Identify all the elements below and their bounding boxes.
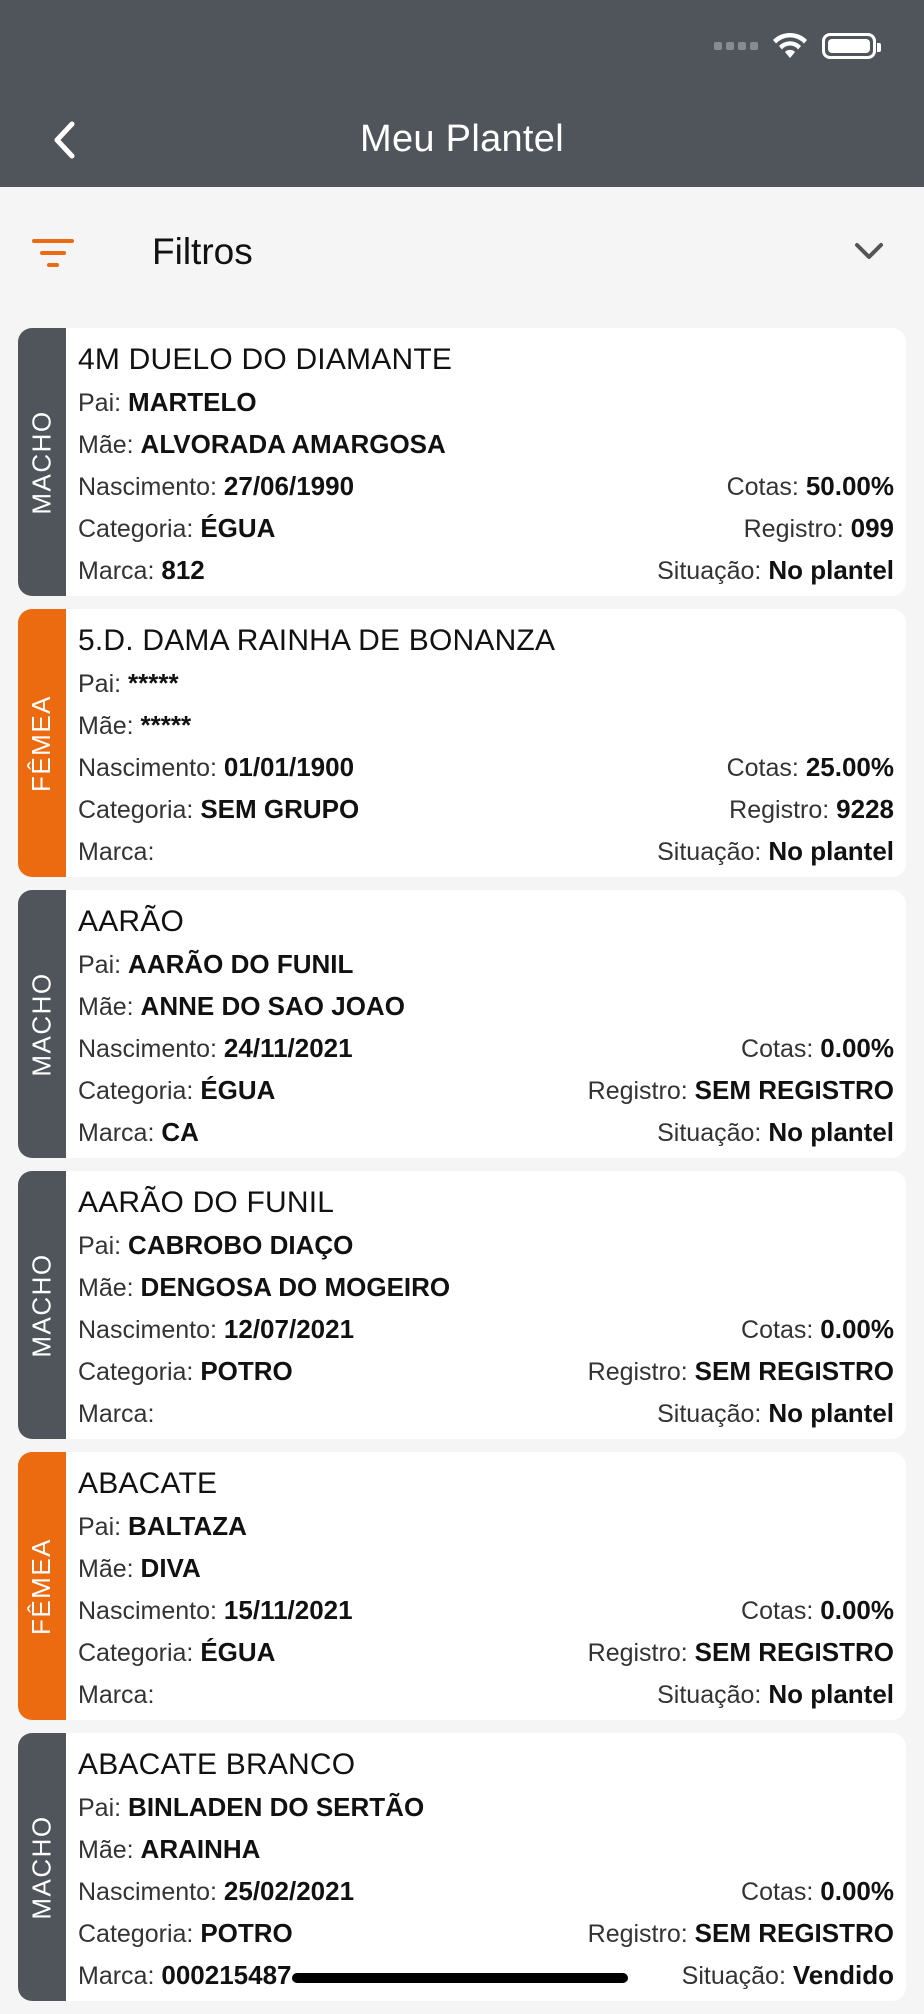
mae-row bbox=[78, 703, 894, 745]
nascimento-label: Nascimento: bbox=[78, 1316, 217, 1344]
sex-tag bbox=[18, 890, 66, 1158]
pai-row bbox=[78, 1223, 894, 1265]
pai-value: ***** bbox=[128, 668, 179, 698]
cotas-label: Cotas: bbox=[741, 1316, 814, 1344]
animal-card[interactable] bbox=[18, 890, 906, 1158]
sex-tag bbox=[18, 328, 66, 596]
categoria-row bbox=[78, 1068, 894, 1110]
cotas-value: 0.00% bbox=[820, 1595, 894, 1625]
battery-icon bbox=[822, 33, 876, 59]
marca-row bbox=[78, 1391, 894, 1433]
marca-value: 000215487 bbox=[161, 1960, 292, 1990]
pai-row bbox=[78, 380, 894, 422]
page-title: Meu Plantel bbox=[360, 118, 564, 160]
cotas-value: 0.00% bbox=[820, 1314, 894, 1344]
registro-value: SEM REGISTRO bbox=[694, 1075, 894, 1105]
nascimento-value: 27/06/1990 bbox=[223, 471, 355, 501]
pai-row bbox=[78, 942, 894, 984]
situacao-value: No plantel bbox=[768, 1117, 894, 1147]
marca-label: Marca: bbox=[78, 1962, 155, 1990]
registro-label: Registro: bbox=[587, 1920, 688, 1948]
marca-label: Marca: bbox=[78, 1400, 155, 1428]
animal-name: AARÃO DO FUNIL bbox=[78, 1186, 335, 1219]
animal-name: ABACATE BRANCO bbox=[78, 1748, 356, 1781]
nascimento-value: 24/11/2021 bbox=[223, 1033, 353, 1063]
registro-value: SEM REGISTRO bbox=[694, 1356, 894, 1386]
registro-value: 9228 bbox=[836, 794, 894, 824]
categoria-row bbox=[78, 1911, 894, 1953]
chevron-down-icon[interactable] bbox=[852, 239, 886, 263]
pai-value: AARÃO DO FUNIL bbox=[128, 949, 354, 979]
sex-label: FÊMEA bbox=[26, 1537, 57, 1635]
animal-name: 5.D. DAMA RAINHA DE BONANZA bbox=[78, 624, 556, 657]
sex-label: MACHO bbox=[26, 1252, 57, 1358]
categoria-value: ÉGUA bbox=[200, 1637, 276, 1667]
mae-label: Mãe: bbox=[78, 993, 134, 1021]
marca-row bbox=[78, 1672, 894, 1714]
nascimento-row bbox=[78, 464, 894, 506]
mae-row bbox=[78, 984, 894, 1026]
mae-row bbox=[78, 422, 894, 464]
animal-card[interactable] bbox=[18, 328, 906, 596]
registro-label: Registro: bbox=[587, 1077, 688, 1105]
nascimento-label: Nascimento: bbox=[78, 473, 217, 501]
mae-value: ANNE DO SAO JOAO bbox=[140, 991, 405, 1021]
animal-details bbox=[78, 621, 894, 871]
animal-name: ABACATE bbox=[78, 1467, 218, 1500]
animal-details bbox=[78, 1183, 894, 1433]
nascimento-label: Nascimento: bbox=[78, 1035, 217, 1063]
filters-label: Filtros bbox=[152, 231, 253, 272]
pai-label: Pai: bbox=[78, 389, 122, 417]
sex-tag bbox=[18, 1171, 66, 1439]
categoria-row bbox=[78, 1630, 894, 1672]
sex-label: MACHO bbox=[26, 971, 57, 1077]
mae-value: DENGOSA DO MOGEIRO bbox=[140, 1272, 451, 1302]
registro-label: Registro: bbox=[587, 1639, 688, 1667]
mae-label: Mãe: bbox=[78, 1836, 134, 1864]
categoria-value: ÉGUA bbox=[200, 1075, 276, 1105]
nascimento-row bbox=[78, 1307, 894, 1349]
marca-row bbox=[78, 829, 894, 871]
registro-value: 099 bbox=[850, 513, 894, 543]
pai-value: BINLADEN DO SERTÃO bbox=[128, 1792, 425, 1822]
categoria-label: Categoria: bbox=[78, 1077, 194, 1105]
cotas-label: Cotas: bbox=[741, 1597, 814, 1625]
animal-card[interactable] bbox=[18, 1733, 906, 2001]
animal-details bbox=[78, 1464, 894, 1714]
pai-label: Pai: bbox=[78, 1794, 122, 1822]
sex-label: FÊMEA bbox=[26, 694, 57, 792]
situacao-label: Situação: bbox=[657, 557, 762, 585]
filters-bar[interactable] bbox=[0, 187, 924, 321]
pai-label: Pai: bbox=[78, 951, 122, 979]
cotas-label: Cotas: bbox=[741, 1878, 814, 1906]
categoria-row bbox=[78, 506, 894, 548]
pai-value: CABROBO DIAÇO bbox=[128, 1230, 354, 1260]
nascimento-row bbox=[78, 1588, 894, 1630]
nascimento-label: Nascimento: bbox=[78, 1597, 217, 1625]
marca-row bbox=[78, 1110, 894, 1152]
categoria-row bbox=[78, 1349, 894, 1391]
nascimento-row bbox=[78, 1026, 894, 1068]
sex-tag bbox=[18, 609, 66, 877]
animal-name: AARÃO bbox=[78, 905, 185, 938]
mae-row bbox=[78, 1265, 894, 1307]
categoria-label: Categoria: bbox=[78, 1639, 194, 1667]
marca-value: 812 bbox=[161, 555, 205, 585]
pai-value: BALTAZA bbox=[128, 1511, 247, 1541]
pai-value: MARTELO bbox=[128, 387, 257, 417]
categoria-row bbox=[78, 787, 894, 829]
categoria-value: POTRO bbox=[200, 1918, 293, 1948]
animal-card[interactable] bbox=[18, 609, 906, 877]
status-bar bbox=[714, 32, 876, 60]
nascimento-value: 25/02/2021 bbox=[223, 1876, 355, 1906]
situacao-value: No plantel bbox=[768, 836, 894, 866]
mae-value: ALVORADA AMARGOSA bbox=[140, 429, 446, 459]
mae-label: Mãe: bbox=[78, 1274, 134, 1302]
situacao-label: Situação: bbox=[657, 1681, 762, 1709]
marca-label: Marca: bbox=[78, 1119, 155, 1147]
animal-name: 4M DUELO DO DIAMANTE bbox=[78, 343, 453, 376]
mae-value: ARAINHA bbox=[140, 1834, 261, 1864]
cotas-value: 25.00% bbox=[805, 752, 894, 782]
sex-label: MACHO bbox=[26, 409, 57, 515]
nascimento-value: 01/01/1900 bbox=[223, 752, 355, 782]
pai-label: Pai: bbox=[78, 1232, 122, 1260]
categoria-value: POTRO bbox=[200, 1356, 293, 1386]
sex-tag bbox=[18, 1733, 66, 2001]
nascimento-label: Nascimento: bbox=[78, 754, 217, 782]
animal-card[interactable] bbox=[18, 1452, 906, 1720]
categoria-label: Categoria: bbox=[78, 1920, 194, 1948]
cotas-value: 0.00% bbox=[820, 1876, 894, 1906]
situacao-label: Situação: bbox=[657, 1119, 762, 1147]
cotas-value: 50.00% bbox=[805, 471, 894, 501]
categoria-value: ÉGUA bbox=[200, 513, 276, 543]
mae-value: DIVA bbox=[140, 1553, 201, 1583]
situacao-value: No plantel bbox=[768, 1679, 894, 1709]
animal-list bbox=[18, 328, 906, 2014]
pai-row bbox=[78, 1504, 894, 1546]
categoria-value: SEM GRUPO bbox=[200, 794, 360, 824]
nascimento-value: 15/11/2021 bbox=[223, 1595, 353, 1625]
marca-label: Marca: bbox=[78, 1681, 155, 1709]
cotas-label: Cotas: bbox=[726, 473, 799, 501]
pai-label: Pai: bbox=[78, 670, 122, 698]
mae-row bbox=[78, 1546, 894, 1588]
cotas-label: Cotas: bbox=[741, 1035, 814, 1063]
cotas-label: Cotas: bbox=[726, 754, 799, 782]
animal-details bbox=[78, 340, 894, 590]
animal-details bbox=[78, 1745, 894, 1995]
mae-label: Mãe: bbox=[78, 1555, 134, 1583]
pai-row bbox=[78, 661, 894, 703]
nascimento-row bbox=[78, 745, 894, 787]
situacao-label: Situação: bbox=[657, 1400, 762, 1428]
registro-label: Registro: bbox=[587, 1358, 688, 1386]
mae-row bbox=[78, 1827, 894, 1869]
animal-card[interactable] bbox=[18, 1171, 906, 1439]
situacao-value: No plantel bbox=[768, 555, 894, 585]
cotas-value: 0.00% bbox=[820, 1033, 894, 1063]
registro-value: SEM REGISTRO bbox=[694, 1918, 894, 1948]
mae-label: Mãe: bbox=[78, 712, 134, 740]
nascimento-value: 12/07/2021 bbox=[223, 1314, 355, 1344]
pai-label: Pai: bbox=[78, 1513, 122, 1541]
situacao-value: Vendido bbox=[792, 1960, 894, 1990]
categoria-label: Categoria: bbox=[78, 515, 194, 543]
marca-row bbox=[78, 548, 894, 590]
app-header bbox=[0, 0, 924, 187]
registro-label: Registro: bbox=[743, 515, 844, 543]
sex-label: MACHO bbox=[26, 1814, 57, 1920]
nascimento-label: Nascimento: bbox=[78, 1878, 217, 1906]
pai-row bbox=[78, 1785, 894, 1827]
animal-details bbox=[78, 902, 894, 1152]
categoria-label: Categoria: bbox=[78, 796, 194, 824]
registro-value: SEM REGISTRO bbox=[694, 1637, 894, 1667]
nascimento-row bbox=[78, 1869, 894, 1911]
cellular-signal-icon bbox=[714, 42, 758, 50]
categoria-label: Categoria: bbox=[78, 1358, 194, 1386]
situacao-value: No plantel bbox=[768, 1398, 894, 1428]
marca-label: Marca: bbox=[78, 838, 155, 866]
marca-label: Marca: bbox=[78, 557, 155, 585]
filter-icon bbox=[32, 237, 74, 269]
situacao-label: Situação: bbox=[681, 1962, 786, 1990]
registro-label: Registro: bbox=[729, 796, 830, 824]
wifi-icon bbox=[772, 32, 808, 60]
situacao-label: Situação: bbox=[657, 838, 762, 866]
home-indicator bbox=[292, 1973, 628, 1983]
mae-value: ***** bbox=[140, 710, 192, 740]
sex-tag bbox=[18, 1452, 66, 1720]
marca-value: CA bbox=[161, 1117, 199, 1147]
mae-label: Mãe: bbox=[78, 431, 134, 459]
